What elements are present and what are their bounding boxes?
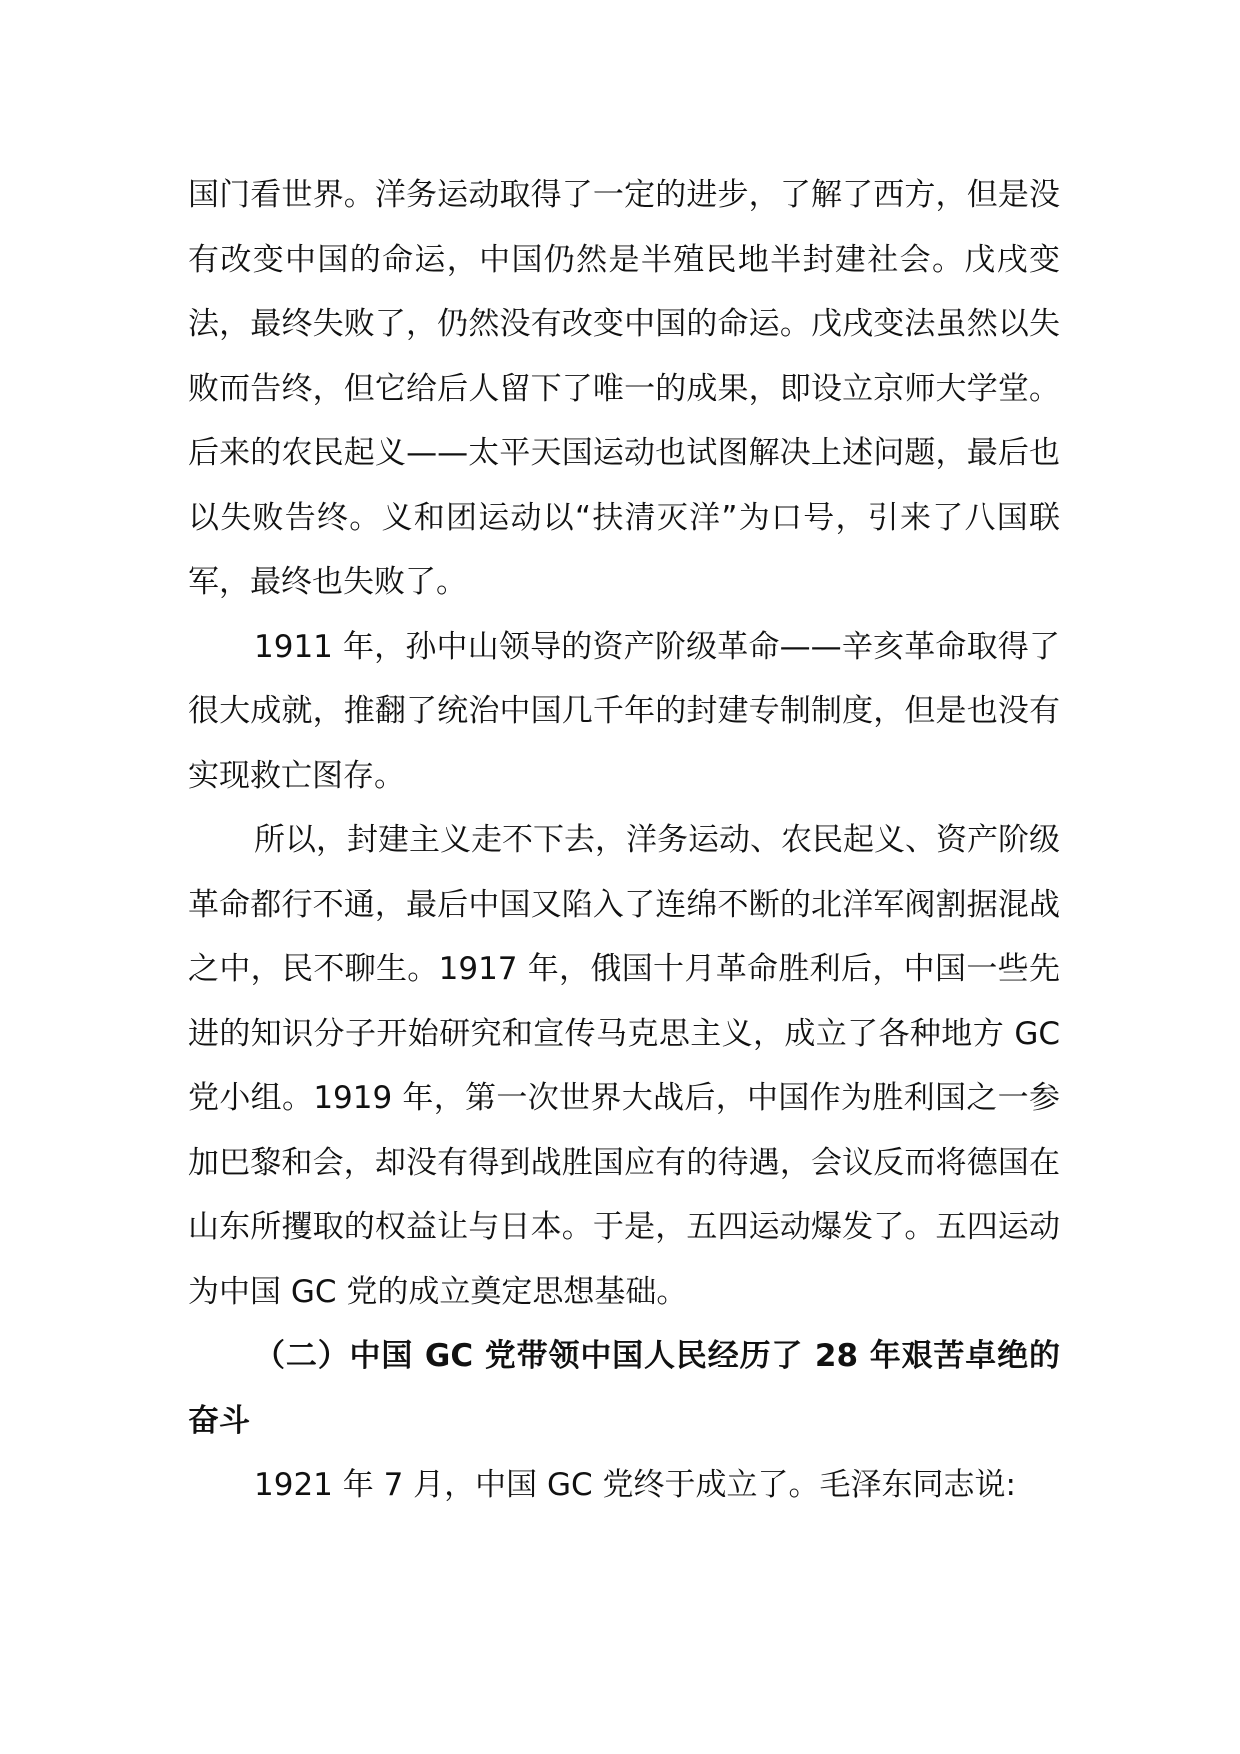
paragraph-so: 所以，封建主义走不下去，洋务运动、农民起义、资产阶级革命都行不通，最后中国又陷入了连绵不断的北洋军阀割据混战之中，民不聊生。1917 年，俄国十月革命胜利后，中国一些先进的知识分子开始研究和宣传马克思主义，成立了各种地方 GC 党小组。1919 年，第一次世界大战后，中国作为胜利国之一参加巴黎和会，却没有得到战胜国应有的待遇，会议反而将德国在山东所攫取的权益让与日本。于是，五四运动爆发了。五四运动为中国 GC 党的成立奠定思想基础。 bbox=[188, 822, 1060, 1310]
paragraph-continuation: 国门看世界。洋务运动取得了一定的进步，了解了西方，但是没有改变中国的命运，中国仍然是半殖民地半封建社会。戊戌变法，最终失败了，仍然没有改变中国的命运。戊戌变法虽然以失败而告终，但它给后人留下了唯一的成果，即设立京师大学堂。后来的农民起义——太平天国运动也试图解决上述问题，最后也以失败告终。义和团运动以“扶清灭洋”为口号，引来了八国联军，最终也失败了。 bbox=[188, 177, 1060, 600]
paragraph-1911: 1911 年，孙中山领导的资产阶级革命——辛亥革命取得了很大成就，推翻了统治中国几千年的封建专制制度，但是也没有实现救亡图存。 bbox=[188, 628, 1060, 794]
document-body bbox=[188, 163, 1060, 1518]
section-heading: （二）中国 GC 党带领中国人民经历了 28 年艰苦卓绝的奋斗 bbox=[188, 1338, 1060, 1439]
paragraph-1921: 1921 年 7 月，中国 GC 党终于成立了。毛泽东同志说: bbox=[254, 1467, 1016, 1503]
